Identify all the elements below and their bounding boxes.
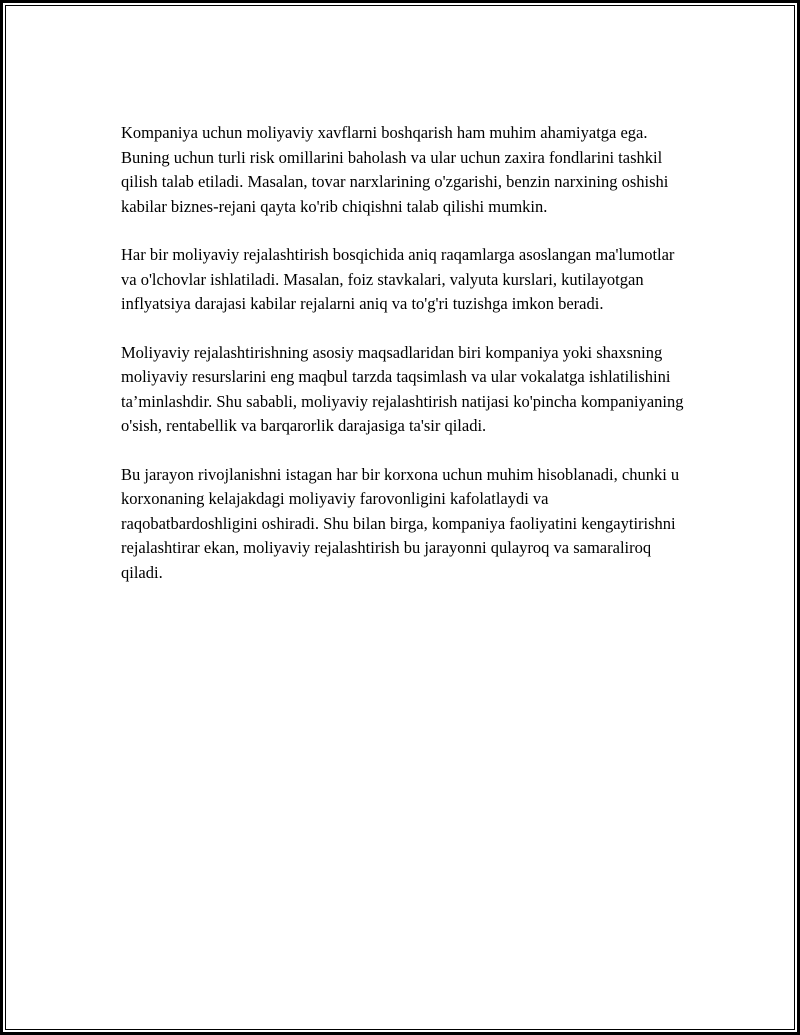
document-body: [121, 121, 686, 609]
paragraph-planning-data: Har bir moliyaviy rejalashtirish bosqichida aniq raqamlarga asoslangan ma'lumotlar va o'lchovlar ishlatiladi. Masalan, foiz stavkalari, valyuta kurslari, kutilayotgan inflyatsiya darajasi kabilar rejalarni aniq va to'g'ri tuzishga imkon beradi.: [121, 245, 675, 313]
paragraph-business-growth: Bu jarayon rivojlanishni istagan har bir korxona uchun muhim hisoblanadi, chunki u korxonaning kelajakdagi moliyaviy farovonligini kafolatlaydi va raqobatbardoshligini oshiradi. Shu bilan birga, kompaniya faoliyatini kengaytirishni rejalashtirar ekan, moliyaviy rejalashtirish bu jarayonni qulayroq va samaraliroq qiladi.: [121, 464, 680, 582]
paragraph-planning-goals: Moliyaviy rejalashtirishning asosiy maqsadlaridan biri kompaniya yoki shaxsning moliyaviy resurslarini eng maqbul tarzda taqsimlash va ular vokalatga ishlatilishini ta’minlashdir. Shu sababli, moliyaviy rejalashtirish natijasi ko'pincha kompaniyaning o'sish, rentabellik va barqarorlik darajasiga ta'sir qiladi.: [121, 342, 684, 435]
paragraph-risk-management: Kompaniya uchun moliyaviy xavflarni boshqarish ham muhim ahamiyatga ega. Buning uchun turli risk omillarini baholash va ular uchun zaxira fondlarini tashkil qilish talab etiladi. Masalan, tovar narxlarining o'zgarishi, benzin narxining oshishi kabilar biznes-rejani qayta ko'rib chiqishni talab qilishi mumkin.: [121, 123, 669, 216]
